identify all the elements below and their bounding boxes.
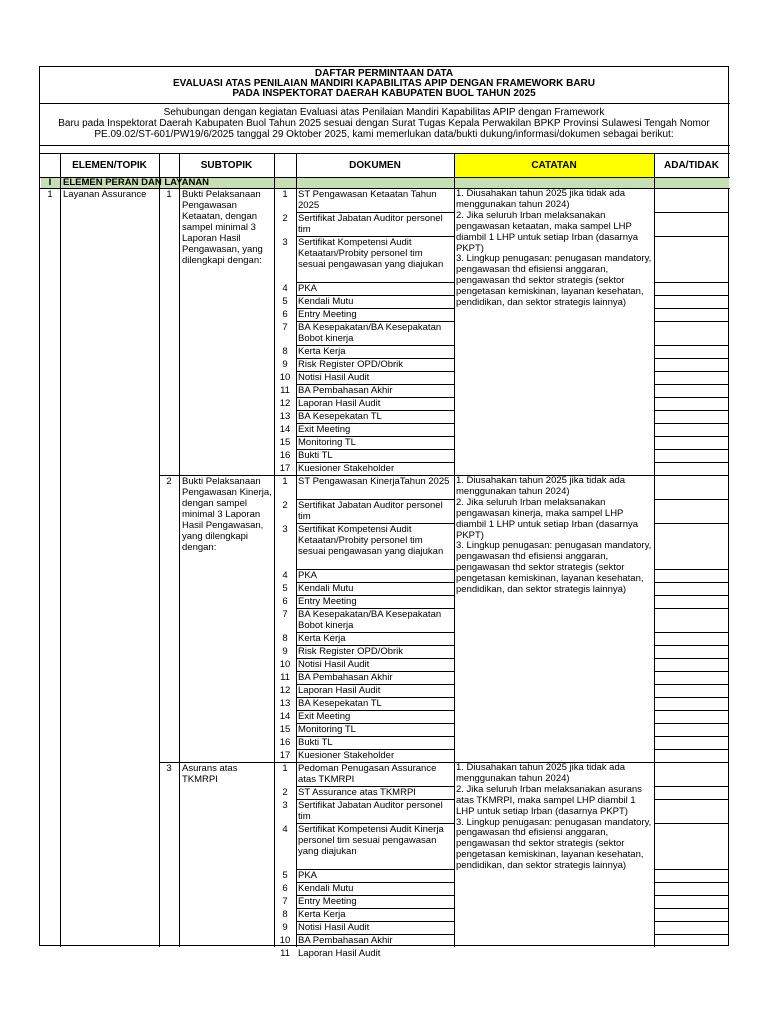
document-number: 7: [282, 896, 288, 907]
document-item: Exit Meeting: [298, 424, 351, 435]
column-divider-0: [60, 153, 61, 947]
document-item: BA Pembahasan Akhir: [298, 385, 393, 396]
document-item: Sertifikat Jabatan Auditor personel tim: [298, 213, 443, 235]
document-item: BA Pembahasan Akhir: [298, 672, 393, 683]
ada-tidak-row-line: [654, 749, 729, 750]
document-number: 17: [279, 463, 291, 474]
section-number: I: [48, 177, 52, 188]
header-subtopik: SUBTOPIK: [200, 160, 253, 171]
document-item: Risk Register OPD/Obrik: [298, 359, 404, 370]
ada-tidak-row-line: [654, 608, 729, 609]
header-dokumen: DOKUMEN: [349, 160, 401, 171]
document-item: Notisi Hasil Audit: [298, 922, 370, 933]
element-label: Layanan Assurance: [63, 189, 147, 200]
ada-tidak-row-line: [654, 934, 729, 935]
document-number: 9: [282, 646, 288, 657]
document-number: 9: [282, 359, 288, 370]
document-item: Kerta Kerja: [298, 633, 346, 644]
document-number: 15: [279, 724, 291, 735]
ada-tidak-row-line: [654, 786, 729, 787]
document-number: 4: [282, 824, 288, 835]
document-number: 11: [280, 672, 290, 683]
ada-tidak-row-line: [654, 697, 729, 698]
ada-tidak-row-line: [654, 212, 729, 213]
document-item: BA Kesepakatan/BA Kesepakatan Bobot kinerja: [298, 609, 442, 631]
column-divider-4: [296, 153, 297, 947]
subtopic-text: Bukti Pelaksanaan Pengawasan Ketaatan, dengan sampel minimal 3 Laporan Hasil Pengawasan, yang dilengkapi dengan:: [182, 189, 263, 266]
document-item: Entry Meeting: [298, 596, 357, 607]
document-item: PKA: [298, 570, 318, 581]
document-number: 6: [282, 883, 288, 894]
document-number: 17: [279, 750, 291, 761]
document-number: 5: [282, 583, 288, 594]
document-item: PKA: [298, 870, 318, 881]
document-item: ST Pengawasan Ketaatan Tahun 2025: [298, 189, 437, 211]
ada-tidak-row-line: [654, 384, 729, 385]
document-number: 5: [282, 870, 288, 881]
document-item: Monitoring TL: [298, 724, 356, 735]
header-ada-tidak: ADA/TIDAK: [664, 160, 719, 171]
doc-title-line-3: PADA INSPEKTORAT DAERAH KABUPATEN BUOL TAHUN 2025: [232, 88, 536, 99]
document-item: Kerta Kerja: [298, 909, 346, 920]
ada-tidak-row-line: [654, 462, 729, 463]
document-number: 12: [279, 398, 291, 409]
ada-tidak-row-line: [654, 671, 729, 672]
document-item: Monitoring TL: [298, 437, 356, 448]
intro-line-1: Sehubungan dengan kegiatan Evaluasi atas Penilaian Mandiri Kapabilitas APIP dengan Framework: [163, 107, 605, 118]
document-number: 2: [282, 500, 288, 511]
document-item: Pedoman Penugasan Assurance atas TKMRPI: [298, 763, 437, 785]
document-number: 13: [279, 411, 291, 422]
document-item: Sertifikat Kompetensi Audit Kinerja personel tim sesuai pengawasan yang diajukan: [298, 824, 444, 857]
document-number: 5: [282, 296, 288, 307]
document-number: 16: [279, 450, 291, 461]
document-item: Sertifikat Jabatan Auditor personel tim: [298, 800, 443, 822]
ada-tidak-row-line: [654, 632, 729, 633]
ada-tidak-row-line: [654, 397, 729, 398]
ada-tidak-row-line: [654, 523, 729, 524]
document-number: 13: [279, 698, 291, 709]
subtopic-text: Bukti Pelaksanaan Pengawasan Kinerja, dengan sampel minimal 3 Laporan Hasil Pengawasan, yang dilengkapi dengan:: [182, 476, 272, 553]
document-number: 12: [279, 685, 291, 696]
doc-title-line-2: EVALUASI ATAS PENILAIAN MANDIRI KAPABILITAS APIP DENGAN FRAMEWORK BARU: [172, 78, 596, 89]
document-number: 2: [282, 213, 288, 224]
ada-tidak-row-line: [654, 595, 729, 596]
document-number: 8: [282, 909, 288, 920]
document-item: Kendali Mutu: [298, 883, 354, 894]
ada-tidak-row-line: [654, 908, 729, 909]
catatan-text: 1. Diusahakan tahun 2025 jika tidak ada menggunakan tahun 2024) 2. Jika seluruh Irban melaksanakan pengawasan kinerja, maka sampel LHP diambil 1 LHP untuk setiap Irban (dasarnya PKPT) 3. Lingkup penugasan: penugasan mandatory, pengawasan thd efisiensi anggaran, pengawasan thd sektor strategis (sektor pengetasan kemiskinan, layanan kesehatan, pendidikan, dan sektor strategis lainnya): [456, 475, 652, 596]
title-divider: [40, 103, 730, 104]
column-divider-2: [179, 153, 180, 947]
document-number: 6: [282, 596, 288, 607]
catatan-text: 1. Diusahakan tahun 2025 jika tidak ada menggunakan tahun 2024) 2. Jika seluruh Irban melaksanakan pengawasan ketaatan, maka sampel LHP diambil 1 LHP untuk setiap Irban (dasarnya PKPT) 3. Lingkup penugasan: penugasan mandatory, pengawasan thd efisiensi anggaran, pengawasan thd sektor strategis (sektor pengetasan kemiskinan, layanan kesehatan, pendidikan, dan sektor strategis lainnya): [456, 188, 652, 309]
ada-tidak-row-line: [654, 423, 729, 424]
document-item: Laporan Hasil Audit: [298, 685, 381, 696]
document-item: Risk Register OPD/Obrik: [298, 646, 404, 657]
ada-tidak-row-line: [654, 436, 729, 437]
ada-tidak-row-line: [654, 410, 729, 411]
ada-tidak-row-line: [654, 358, 729, 359]
column-divider-6: [654, 153, 655, 947]
document-number: 1: [282, 189, 288, 200]
document-item: Entry Meeting: [298, 896, 357, 907]
ada-tidak-row-line: [654, 684, 729, 685]
document-item: ST Assurance atas TKMRPI: [298, 787, 416, 798]
ada-tidak-row-line: [654, 308, 729, 309]
document-number: 8: [282, 633, 288, 644]
document-item: Sertifikat Jabatan Auditor personel tim: [298, 500, 443, 522]
document-number: 3: [282, 800, 288, 811]
document-item: Laporan Hasil Audit: [298, 948, 381, 959]
ada-tidak-row-line: [654, 499, 729, 500]
document-item: Kuesioner Stakeholder: [298, 750, 395, 761]
document-number: 14: [279, 424, 291, 435]
subtopic-number: 3: [166, 763, 172, 774]
document-number: 15: [279, 437, 291, 448]
document-number: 2: [282, 787, 288, 798]
document-item: Kendali Mutu: [298, 583, 354, 594]
ada-tidak-row-line: [654, 869, 729, 870]
doc-title-line-1: DAFTAR PERMINTAAN DATA: [314, 68, 454, 79]
document-item: BA Kesepekatan TL: [298, 411, 382, 422]
column-divider-5: [454, 153, 455, 947]
ada-tidak-row-line: [654, 582, 729, 583]
document-item: ST Pengawasan KinerjaTahun 2025: [298, 476, 450, 487]
ada-tidak-row-line: [654, 345, 729, 346]
ada-tidak-row-line: [654, 762, 729, 763]
ada-tidak-row-line: [654, 371, 729, 372]
document-item: Laporan Hasil Audit: [298, 398, 381, 409]
ada-tidak-row-line: [654, 282, 729, 283]
intro-line-3: PE.09.02/ST-601/PW19/6/2025 tanggal 29 Oktober 2025, kami memerlukan data/bukti dukung/informasi/dokumen sebagai berikut:: [94, 129, 674, 140]
document-number: 11: [280, 948, 290, 959]
document-number: 7: [282, 322, 288, 333]
intro-line-2: Baru pada Inspektorat Daerah Kabupaten Buol Tahun 2025 sesuai dengan Surat Tugas Kepala Perwakilan BPKP Provinsi Sulawesi Tengah Nomor: [58, 118, 710, 129]
document-number: 11: [280, 385, 290, 396]
ada-tidak-row-line: [654, 236, 729, 237]
intro-divider: [40, 145, 730, 146]
section-label: ELEMEN PERAN DAN LAYANAN: [63, 177, 210, 188]
document-number: 14: [279, 711, 291, 722]
header-elemen: ELEMEN/TOPIK: [72, 160, 147, 171]
ada-tidak-row-line: [654, 645, 729, 646]
document-number: 10: [279, 935, 291, 946]
document-number: 16: [279, 737, 291, 748]
ada-tidak-row-line: [654, 723, 729, 724]
catatan-text: 1. Diusahakan tahun 2025 jika tidak ada menggunakan tahun 2024) 2. Jika seluruh Irban melaksanakan asurans atas TKMRPI, maka sampel LHP diambil 1 LHP untuk setiap Irban (dasarnya PKPT) 3. Lingkup penugasan: penugasan mandatory, pengawasan thd efisiensi anggaran, pengawasan thd sektor strategis (sektor pengetasan kemiskinan, layanan kesehatan, pendidikan, dan sektor strategis lainnya): [456, 762, 652, 872]
document-item: Bukti TL: [298, 737, 333, 748]
document-number: 7: [282, 609, 288, 620]
document-item: Kerta Kerja: [298, 346, 346, 357]
document-item: BA Pembahasan Akhir: [298, 935, 393, 946]
document-item: Exit Meeting: [298, 711, 351, 722]
document-number: 9: [282, 922, 288, 933]
ada-tidak-row-line: [654, 321, 729, 322]
document-item: BA Kesepakatan/BA Kesepakatan Bobot kinerja: [298, 322, 442, 344]
document-item: Kuesioner Stakeholder: [298, 463, 395, 474]
ada-tidak-row-line: [654, 736, 729, 737]
element-number: 1: [47, 189, 53, 200]
document-number: 3: [282, 524, 288, 535]
document-number: 4: [282, 570, 288, 581]
ada-tidak-row-line: [654, 823, 729, 824]
document-item: Bukti TL: [298, 450, 333, 461]
subtopic-number: 2: [166, 476, 172, 487]
subtopic-text: Asurans atas TKMRPI: [182, 763, 238, 785]
ada-tidak-row-line: [654, 475, 729, 476]
ada-tidak-row-line: [654, 921, 729, 922]
document-item: BA Kesepekatan TL: [298, 698, 382, 709]
ada-tidak-row-line: [654, 710, 729, 711]
document-number: 10: [279, 659, 291, 670]
column-divider-1: [159, 153, 160, 947]
column-divider-3: [274, 153, 275, 947]
header-catatan: CATATAN: [531, 160, 577, 171]
document-item: PKA: [298, 283, 318, 294]
ada-tidak-row-line: [654, 882, 729, 883]
ada-tidak-row-line: [654, 449, 729, 450]
document-number: 1: [282, 763, 288, 774]
ada-tidak-row-line: [654, 895, 729, 896]
ada-tidak-row-line: [654, 569, 729, 570]
document-item: Kendali Mutu: [298, 296, 354, 307]
document-number: 1: [282, 476, 288, 487]
document-number: 8: [282, 346, 288, 357]
document-item: Notisi Hasil Audit: [298, 659, 370, 670]
ada-tidak-row-line: [654, 658, 729, 659]
document-number: 4: [282, 283, 288, 294]
document-number: 3: [282, 237, 288, 248]
document-item: Sertifikat Kompetensi Audit Ketaatan/Probity personel tim sesuai pengawasan yang diajukan: [298, 524, 444, 557]
document-item: Sertifikat Kompetensi Audit Ketaatan/Probity personel tim sesuai pengawasan yang diajukan: [298, 237, 444, 270]
ada-tidak-row-line: [654, 799, 729, 800]
document-item: Notisi Hasil Audit: [298, 372, 370, 383]
document-number: 10: [279, 372, 291, 383]
ada-tidak-row-line: [654, 295, 729, 296]
document-number: 6: [282, 309, 288, 320]
data-request-sheet: [39, 66, 729, 959]
subtopic-number: 1: [166, 189, 172, 200]
document-item: Entry Meeting: [298, 309, 357, 320]
